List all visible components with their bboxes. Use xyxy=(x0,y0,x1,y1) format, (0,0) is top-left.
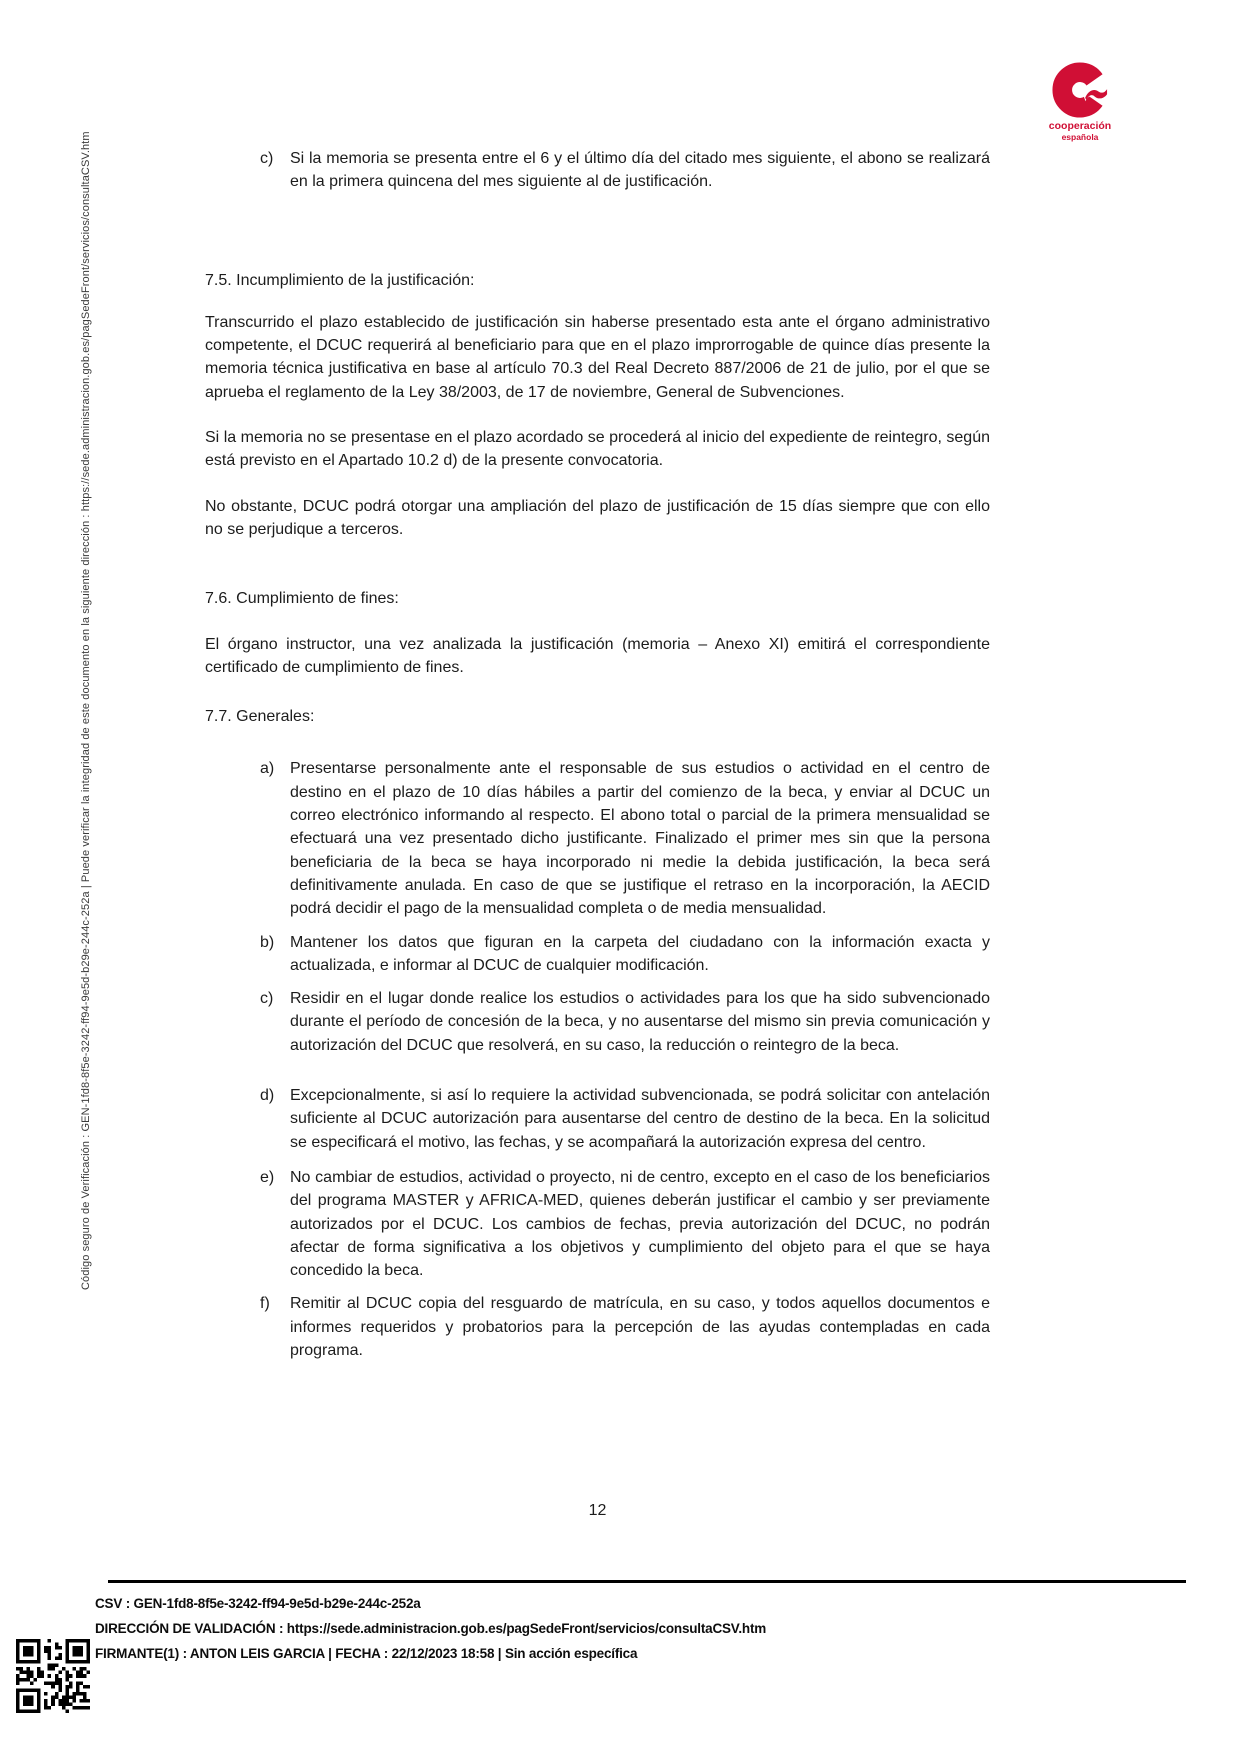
list-item-payment-c xyxy=(205,147,990,194)
list-marker: f) xyxy=(260,1295,270,1313)
logo-wordmark-line2: española xyxy=(1061,132,1099,142)
list-item-text: Presentarse personalmente ante el responsable de sus estudios o actividad en el centro de destino en el plazo de 10 días hábiles a partir del comienzo de la beca, y enviar al DCUC un correo electrónico informando al respecto. El abono total o parcial de la primera mensualidad se efectuará una vez presentado dicho justificante. Finalizado el primer mes sin que la persona beneficiaria de la beca se haya incorporado ni medie la debida justificación, la beca será definitivamente anulada. En caso de que se justifique el retraso en la incorporación, la AECID podrá decidir el pago de la mensualidad completa o de media mensualidad. xyxy=(290,760,990,918)
footer-signer: FIRMANTE(1) : ANTON LEIS GARCIA | FECHA : 22/12/2023 18:58 | Sin acción específica xyxy=(95,1646,638,1661)
document-body xyxy=(205,140,990,1362)
list-item-text: Remitir al DCUC copia del resguardo de matrícula, en su caso, y todos aquellos documentos e informes requeridos y probatorios para la percepción de las ayudas contempladas en cada programa. xyxy=(290,1295,990,1359)
qr-code xyxy=(16,1639,90,1713)
list-item-b xyxy=(205,931,990,978)
list-marker: a) xyxy=(260,760,275,778)
cooperacion-c-icon xyxy=(1040,62,1120,118)
paragraph: Transcurrido el plazo establecido de justificación sin haberse presentado esta ante el órgano administrativo competente, el DCUC requerirá al beneficiario para que en el plazo improrrogable de quince días presente la memoria técnica justificativa en base al artículo 70.3 del Real Decreto 887/2006 de 21 de julio, por el que se aprueba el reglamento de la Ley 38/2003, de 17 de noviembre, General de Subvenciones. xyxy=(205,313,990,401)
paragraph: El órgano instructor, una vez analizada la justificación (memoria – Anexo XI) emitirá el correspondiente certificado de cumplimiento de fines. xyxy=(205,635,990,676)
footer-divider xyxy=(108,1580,1186,1583)
section-heading-7-7: 7.7. Generales: xyxy=(205,708,315,726)
list-marker: d) xyxy=(260,1087,275,1105)
list-item-text: Excepcionalmente, si así lo requiere la actividad subvencionada, se podrá solicitar con antelación suficiente al DCUC autorización para ausentarse del centro de destino de la beca. En la solicitud se especificará el motivo, las fechas, y se acompañará la autorización expresa del centro. xyxy=(290,1087,990,1151)
cooperacion-espanola-logo xyxy=(1040,62,1120,142)
page-number: 12 xyxy=(588,1502,607,1519)
list-marker: e) xyxy=(260,1168,275,1186)
verification-code-vertical-text: Código seguro de Verificación : GEN-1fd8-8f5e-3242-ff94-9e5d-b29e-244c-252a | Puede verificar la integridad de este documento en la siguiente dirección : https://sede.administracion.gob.es/pagSedeFront/servicios/consultaCSV.htm xyxy=(80,131,92,1290)
logo-wordmark-line1: cooperación xyxy=(1048,120,1112,132)
list-marker: c) xyxy=(260,990,274,1008)
list-marker: b) xyxy=(260,933,275,951)
list-item-text: Mantener los datos que figuran en la carpeta del ciudadano con la información exacta y actualizada, e informar al DCUC de cualquier modificación. xyxy=(290,933,990,974)
list-item-a xyxy=(205,757,990,920)
paragraph: Si la memoria no se presentase en el plazo acordado se procederá al inicio del expediente de reintegro, según está previsto en el Apartado 10.2 d) de la presente convocatoria. xyxy=(205,429,990,470)
footer-validation-url: DIRECCIÓN DE VALIDACIÓN : https://sede.administracion.gob.es/pagSedeFront/servicios/consultaCSV.htm xyxy=(95,1621,767,1636)
list-item-f xyxy=(205,1292,990,1362)
list-item-text: No cambiar de estudios, actividad o proyecto, ni de centro, excepto en el caso de los beneficiarios del programa MASTER y AFRICA-MED, quienes deberán justificar el cambio y ser previamente autorizados por el DCUC. Los cambios de fechas, previa autorización del DCUC, no podrán afectar de forma significativa a los objetivos y cumplimiento del objeto para el que se haya concedido la beca. xyxy=(290,1168,990,1280)
list-item-d xyxy=(205,1084,990,1154)
list-marker: c) xyxy=(260,150,274,167)
list-item-c xyxy=(205,987,990,1057)
section-heading-7-6: 7.6. Cumplimiento de fines: xyxy=(205,590,399,608)
footer-csv: CSV : GEN-1fd8-8f5e-3242-ff94-9e5d-b29e-244c-252a xyxy=(95,1596,421,1611)
list-item-text: Si la memoria se presenta entre el 6 y el último día del citado mes siguiente, el abono se realizará en la primera quincena del mes siguiente al de justificación. xyxy=(290,150,990,191)
list-item-e xyxy=(205,1166,990,1282)
section-heading-7-5: 7.5. Incumplimiento de la justificación: xyxy=(205,271,475,289)
paragraph: No obstante, DCUC podrá otorgar una ampliación del plazo de justificación de 15 días siempre que con ello no se perjudique a terceros. xyxy=(205,497,990,538)
list-item-text: Residir en el lugar donde realice los estudios o actividades para los que ha sido subvencionado durante el período de concesión de la beca, y no ausentarse del mismo sin previa comunicación y autorización del DCUC que resolverá, en su caso, la reducción o reintegro de la beca. xyxy=(290,990,990,1054)
